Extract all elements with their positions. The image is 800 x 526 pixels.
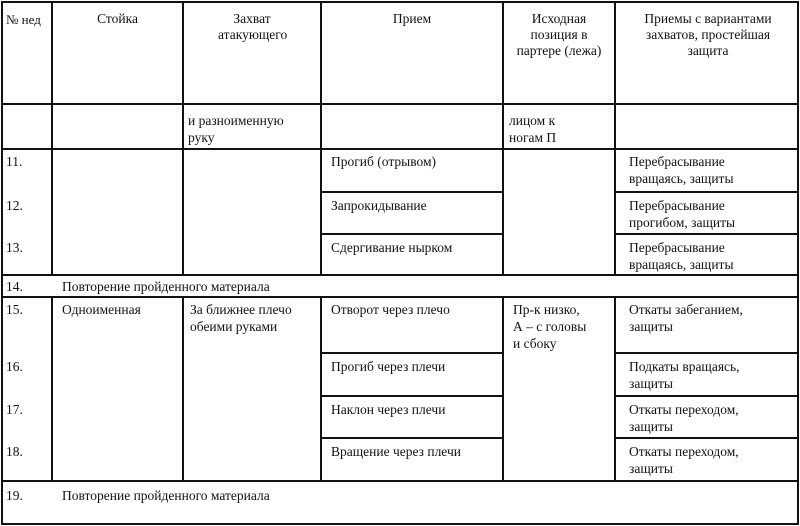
- rule-col-week-a: [51, 1, 53, 275]
- row-16-week: 16.: [6, 359, 23, 374]
- rule-variant-17-18: [614, 437, 799, 439]
- row-12-variant: Перебрасывание прогибом, защиты: [629, 198, 736, 230]
- row-15-grip: За ближнее плечо обеими руками: [190, 302, 292, 334]
- row-15-start-position: Пр-к низко, А – с головы и сбоку: [513, 302, 587, 351]
- rule-col-position-a: [614, 1, 616, 275]
- row-15-variant: Откаты забеганием, защиты: [629, 302, 743, 334]
- rule-technique-11-12: [320, 191, 504, 193]
- rule-before-row-14: [1, 274, 799, 276]
- rule-continuation-bottom: [1, 148, 799, 150]
- rule-col-stance-b: [182, 296, 184, 481]
- row-13-variant: Перебрасывание вращаясь, защиты: [629, 240, 734, 272]
- rule-header-bottom: [1, 103, 799, 105]
- rule-top: [1, 1, 799, 3]
- row-19-week: 19.: [6, 488, 23, 503]
- rule-before-row-19: [1, 480, 799, 482]
- row-16-technique: Прогиб через плечи: [331, 359, 446, 374]
- rule-variant-16-17: [614, 395, 799, 397]
- rule-col-week-b: [51, 296, 53, 481]
- row-12-week: 12.: [6, 198, 23, 213]
- rule-right: [797, 1, 799, 525]
- header-technique: Прием: [392, 11, 432, 26]
- row-14-week: 14.: [6, 279, 23, 294]
- rule-before-row-15: [1, 296, 799, 298]
- continuation-position: лицом к ногам П: [509, 113, 557, 145]
- row-17-technique: Наклон через плечи: [331, 402, 446, 417]
- rule-col-technique-b: [502, 296, 504, 481]
- row-14-review: Повторение пройденного материала: [62, 279, 270, 294]
- rule-bottom: [1, 523, 799, 525]
- rule-variant-11-12: [614, 191, 799, 193]
- row-19-review: Повторение пройденного материала: [62, 488, 270, 503]
- continuation-grip: и разноименную руку: [188, 113, 284, 145]
- header-week-no: № нед: [6, 12, 41, 27]
- header-attacker-grip: Захват атакующего: [218, 11, 288, 42]
- header-variants: Приемы с вариантами захватов, простейшая защита: [644, 11, 772, 58]
- row-15-stance: Одноименная: [62, 302, 141, 317]
- row-11-variant: Перебрасывание вращаясь, защиты: [629, 154, 734, 186]
- row-18-variant: Откаты переходом, защиты: [629, 444, 739, 476]
- row-17-week: 17.: [6, 402, 23, 417]
- row-18-technique: Вращение через плечи: [331, 444, 461, 459]
- header-start-position: Исходная позиция в партере (лежа): [516, 11, 602, 58]
- rule-col-technique-a: [502, 1, 504, 275]
- header-stance: Стойка: [97, 11, 138, 26]
- rule-col-position-b: [614, 296, 616, 481]
- row-18-week: 18.: [6, 444, 23, 459]
- row-17-variant: Откаты переходом, защиты: [629, 402, 739, 434]
- rule-left: [1, 1, 3, 525]
- row-15-technique: Отворот через плечо: [331, 302, 450, 317]
- row-15-week: 15.: [6, 302, 23, 317]
- row-13-week: 13.: [6, 240, 23, 255]
- rule-technique-12-13: [320, 233, 504, 235]
- row-13-technique: Сдергивание нырком: [331, 240, 453, 255]
- rule-variant-12-13: [614, 233, 799, 235]
- rule-variant-15-16: [614, 352, 799, 354]
- rule-technique-17-18: [320, 437, 504, 439]
- row-12-technique: Запрокидывание: [331, 198, 427, 213]
- row-11-week: 11.: [6, 154, 23, 169]
- rule-col-grip-a: [320, 1, 322, 275]
- rule-col-grip-b: [320, 296, 322, 481]
- row-11-technique: Прогиб (отрывом): [331, 154, 437, 169]
- rule-col-stance-a: [182, 1, 184, 275]
- rule-technique-16-17: [320, 395, 504, 397]
- rule-technique-15-16: [320, 352, 504, 354]
- row-16-variant: Подкаты вращаясь, защиты: [629, 359, 740, 391]
